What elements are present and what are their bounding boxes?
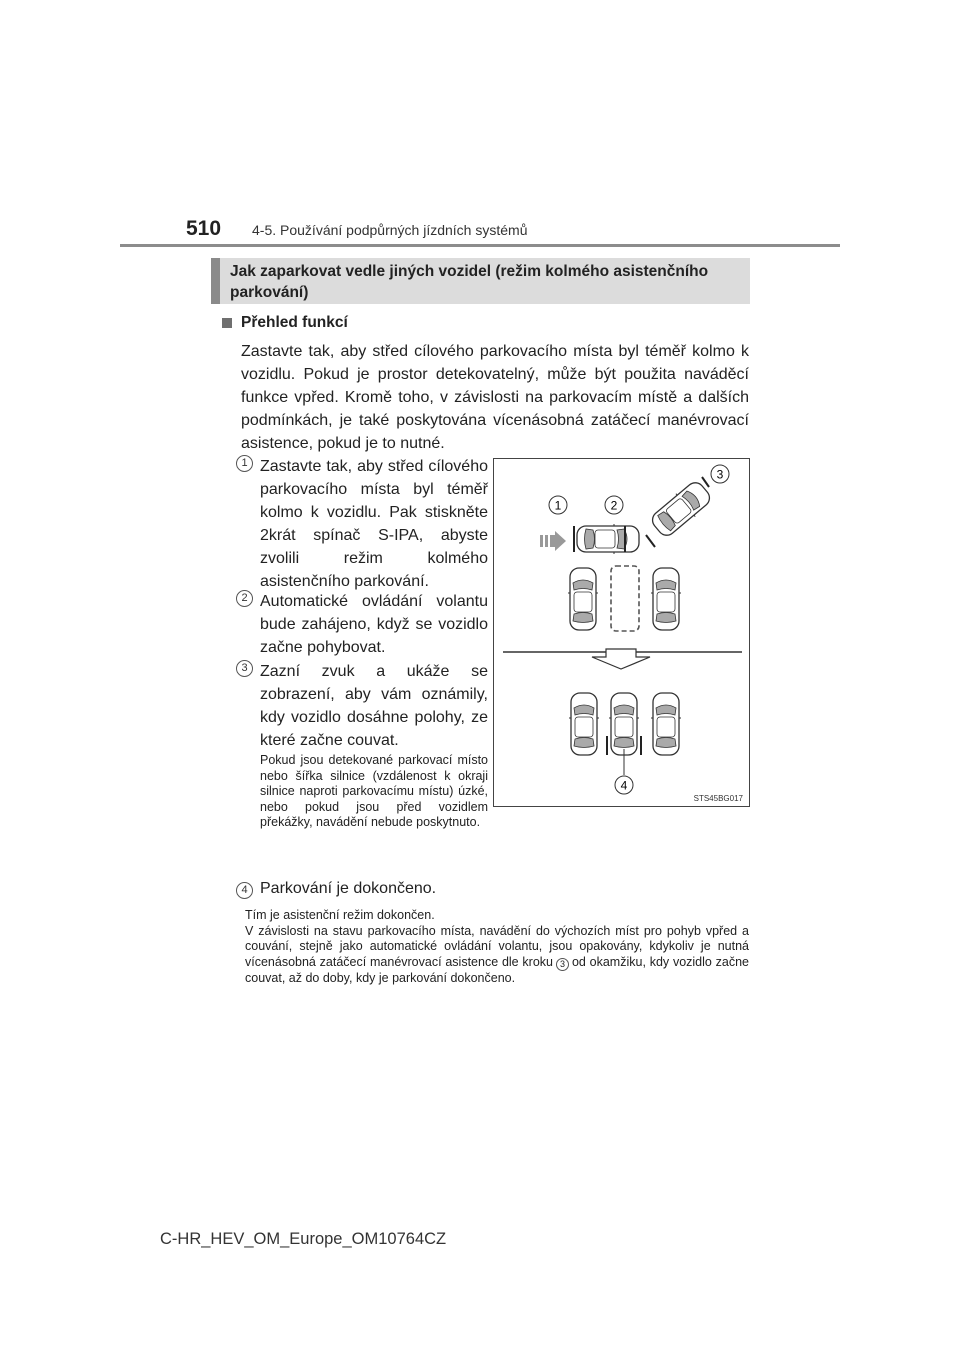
parked-car-right-after — [651, 693, 681, 755]
closing-part-b: od okamžiku, kdy vozidlo začne couvat, až do doby, kdy je parkování dokončeno. — [245, 954, 749, 985]
step-text-3: Zazní zvuk a ukáže se zobrazení, aby vám oznámily, kdy vozidlo dosáhne polohy, ze které začne couvat. — [260, 663, 488, 749]
subsection-heading: Přehled funkcí — [241, 314, 348, 331]
svg-text:3: 3 — [716, 467, 724, 482]
section-title: 4-5. Používání podpůrných jízdních systémů — [252, 222, 528, 238]
page-number: 510 — [186, 217, 222, 240]
step-3-note: Pokud jsou detekované parkovací místo nebo šířka silnice (vzdálenost k okraji silnice naproti parkovacímu místu) úzké, nebo pokud jsou před vozidlem překážky, navádění nebude poskytnuto. — [260, 753, 488, 829]
figure-label-2 — [605, 496, 623, 514]
svg-text:4: 4 — [620, 778, 628, 793]
figure-label-3 — [711, 465, 729, 483]
step-text-2: Automatické ovládání volantu bude zahájeno, když se vozidlo začne pohybovat. — [260, 593, 488, 656]
parked-car-left — [568, 568, 598, 630]
own-car-start — [577, 524, 639, 554]
figure-code: STS45BG017 — [693, 794, 743, 803]
closing-note — [245, 908, 749, 986]
step-number-1: 1 — [236, 455, 253, 472]
closing-part-a: V závislosti na stavu parkovacího místa, navádění do výchozích míst pro pohyb vpřed a couvání, stejně jako automatické ovládání volantu, jsou opakovány, kdykoliv je nutná vícenásobná zatáčecí manévrovací asistence dle kroku — [245, 923, 749, 969]
intro-paragraph: Zastavte tak, aby střed cílového parkovacího místa byl téměř kolmo k vozidlu. Pokud je prostor detekovatelný, může být použita naváděcí funkce vpřed. Kromě toho, v závislosti na parkovacím místě a dalších podmínkách, je také poskytována vícenásobná zatáčecí manévrovací asistence, pokud je to nutné. — [241, 343, 749, 452]
parked-car-left-after — [569, 693, 599, 755]
own-car-forward — [648, 478, 715, 541]
svg-text:1: 1 — [554, 498, 562, 513]
forward-arrow-icon — [540, 531, 566, 551]
topic-heading-box — [211, 258, 750, 304]
target-parking-space — [611, 566, 639, 631]
step-number-2: 2 — [236, 590, 253, 607]
parking-diagram — [494, 459, 749, 806]
step-number-3: 3 — [236, 660, 253, 677]
footer-document-code: C-HR_HEV_OM_Europe_OM10764CZ — [160, 1230, 447, 1248]
header-divider — [120, 244, 840, 247]
parking-illustration — [493, 458, 750, 807]
svg-text:2: 2 — [610, 498, 618, 513]
topic-title: Jak zaparkovat vedle jiných vozidel (režim kolmého asistenčního parkování) — [230, 263, 709, 301]
step-text-4: Parkování je dokončeno. — [260, 880, 437, 897]
step-text-1: Zastavte tak, aby střed cílového parkovacího místa byl téměř kolmo k vozidlu. Pak stiskněte 2krát spínač S-IPA, abyste zvolili režim kolmého asistenčního parkování. — [260, 458, 488, 590]
figure-label-4 — [615, 776, 633, 794]
inline-step-ref: 3 — [556, 958, 569, 971]
step-number-4: 4 — [236, 882, 253, 899]
closing-paragraph — [245, 924, 749, 987]
closing-line-1: Tím je asistenční režim dokončen. — [245, 908, 435, 922]
own-car-parked — [609, 693, 639, 755]
square-bullet-icon — [222, 318, 232, 328]
figure-label-1 — [549, 496, 567, 514]
parked-car-right — [651, 568, 681, 630]
